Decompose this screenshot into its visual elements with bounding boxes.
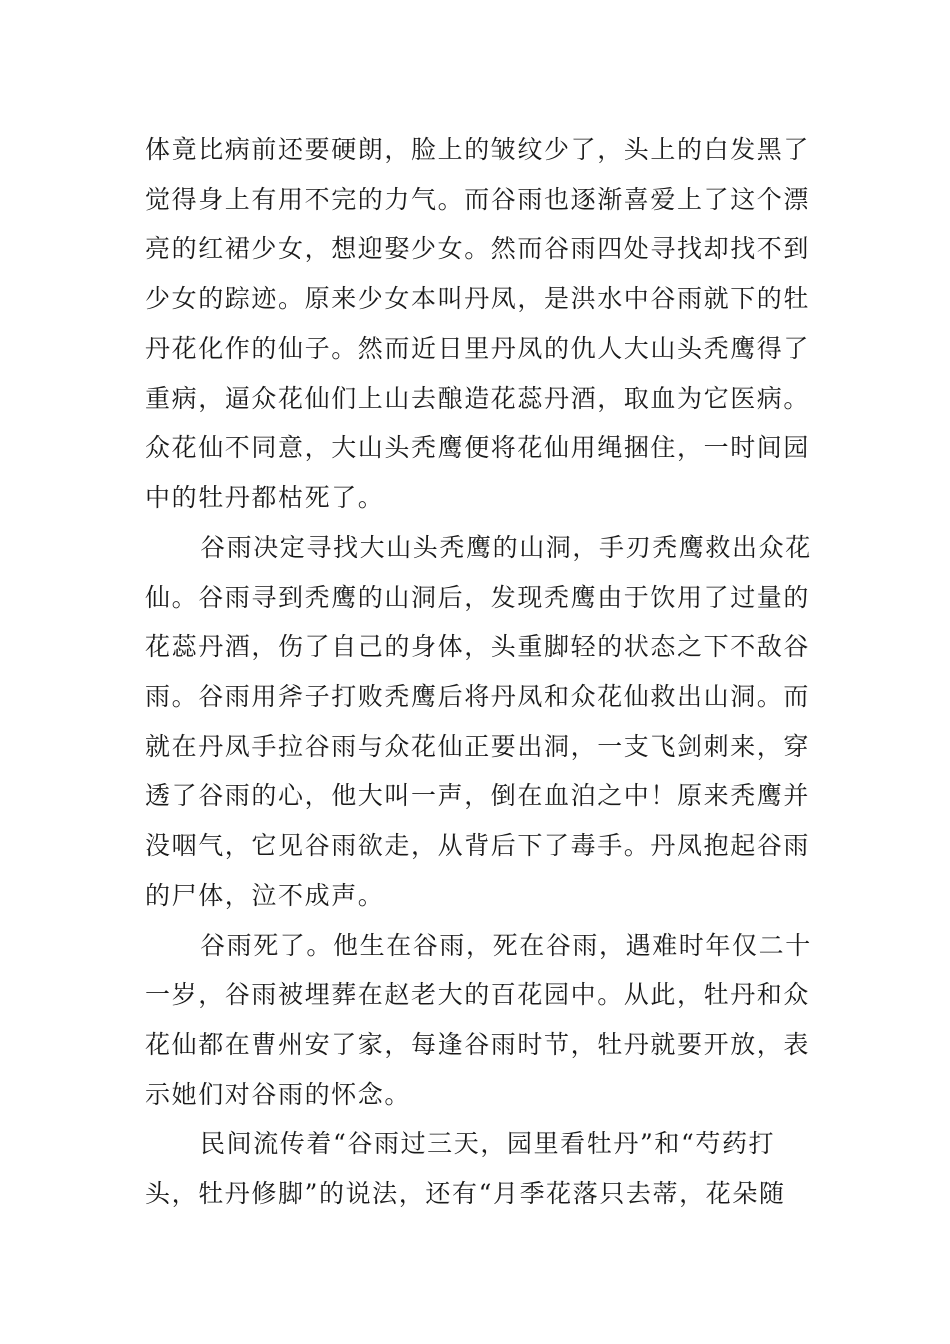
- paragraph-first-line: 民间流传着“谷雨过三天，园里看牡丹”和“芍药打: [200, 1129, 776, 1158]
- text-line: 就在丹凤手拉谷雨与众花仙正要出洞，一支飞剑刺来，穿: [145, 732, 811, 761]
- text-line: 少女的踪迹。原来少女本叫丹凤，是洪水中谷雨就下的牡: [145, 284, 811, 313]
- text-line: 示她们对谷雨的怀念。: [145, 1080, 412, 1109]
- text-line: 没咽气，它见谷雨欲走，从背后下了毒手。丹凤抱起谷雨: [145, 831, 811, 860]
- paragraph-first-line: 谷雨死了。他生在谷雨，死在谷雨，遇难时年仅二十: [200, 931, 812, 960]
- text-line: 雨。谷雨用斧子打败秃鹰后将丹凤和众花仙救出山洞。而: [145, 682, 811, 711]
- text-line: 中的牡丹都枯死了。: [145, 483, 385, 512]
- text-line: 花蕊丹酒，伤了自己的身体，头重脚轻的状态之下不敌谷: [145, 632, 811, 661]
- text-line: 众花仙不同意，大山头秃鹰便将花仙用绳捆住，一时间园: [145, 433, 811, 462]
- text-line: 一岁，谷雨被埋葬在赵老大的百花园中。从此，牡丹和众: [145, 980, 811, 1009]
- text-line: 头，牡丹修脚”的说法，还有“月季花落只去蒂，花朵随: [145, 1179, 786, 1208]
- text-line: 体竟比病前还要硬朗，脸上的皱纹少了，头上的白发黑了: [145, 135, 811, 164]
- text-line: 仙。谷雨寻到秃鹰的山洞后，发现秃鹰由于饮用了过量的: [145, 583, 811, 612]
- text-line: 重病，逼众花仙们上山去酿造花蕊丹酒，取血为它医病。: [145, 384, 811, 413]
- paragraph-first-line: 谷雨决定寻找大山头秃鹰的山洞，手刃秃鹰救出众花: [200, 533, 812, 562]
- text-line: 的尸体，泣不成声。: [145, 881, 385, 910]
- text-line: 花仙都在曹州安了家，每逢谷雨时节，牡丹就要开放，表: [145, 1030, 811, 1059]
- text-line: 亮的红裙少女，想迎娶少女。然而谷雨四处寻找却找不到: [145, 234, 811, 263]
- text-line: 透了谷雨的心，他大叫一声，倒在血泊之中！原来秃鹰并: [145, 781, 811, 810]
- text-line: 觉得身上有用不完的力气。而谷雨也逐渐喜爱上了这个漂: [145, 185, 811, 214]
- text-line: 丹花化作的仙子。然而近日里丹凤的仇人大山头秃鹰得了: [145, 334, 811, 363]
